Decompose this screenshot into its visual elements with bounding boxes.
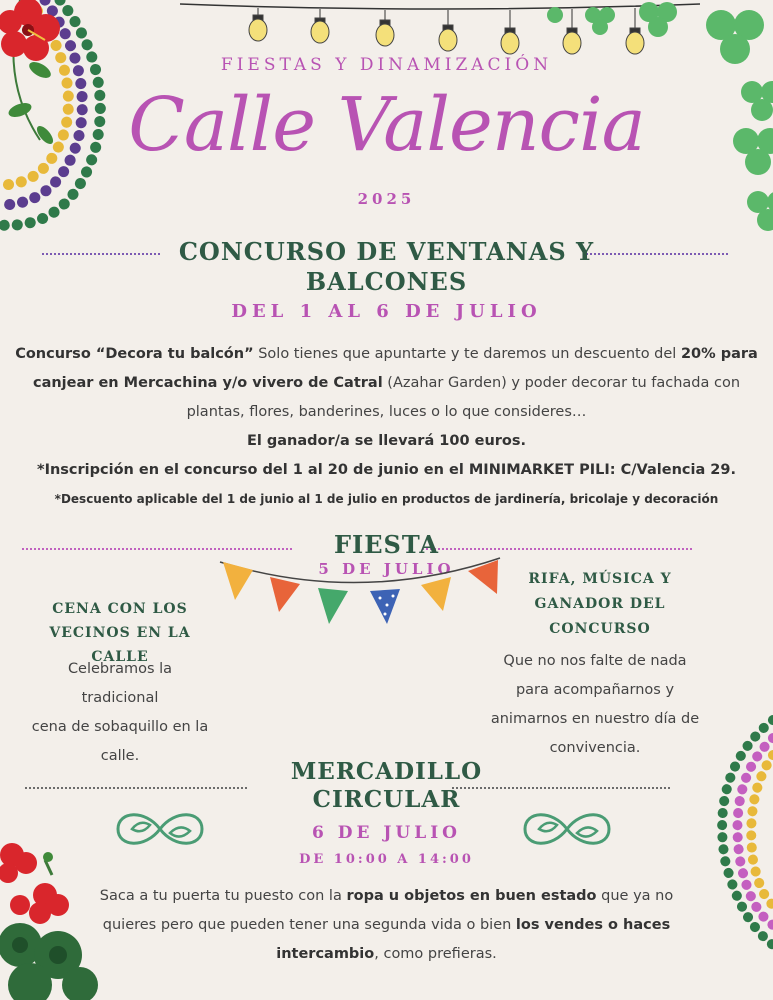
raffle-heading-line1: RIFA, MÚSICA Y — [528, 571, 672, 587]
market-date: 6 DE JULIO — [312, 823, 461, 843]
contest-heading-line1: CONCURSO DE VENTANAS Y — [178, 237, 595, 266]
raffle-line4: convivencia. — [549, 740, 641, 756]
market-heading-line2: CIRCULAR — [312, 786, 461, 813]
market-bold-2: los vendes o haces intercambio — [276, 917, 671, 962]
market-bold-1: ropa u objetos en buen estado — [346, 888, 597, 904]
raffle-line2: para acompañarnos y — [515, 682, 675, 698]
contest-description — [15, 340, 758, 485]
market-time: DE 10:00 A 14:00 — [299, 852, 474, 867]
bunting-flags-icon — [215, 550, 505, 630]
contest-discount: 20% para canjear en Mercachina y/o vivero de Catral — [32, 346, 758, 391]
raffle-description — [485, 647, 705, 763]
contest-heading-line2: BALCONES — [305, 267, 468, 296]
contest-footnote: *Descuento aplicable del 1 de junio al 1 de julio en productos de jardinería, bricolaje y decoración — [54, 492, 719, 506]
page-title: Calle Valencia — [128, 82, 645, 168]
contest-prize: El ganador/a se llevará 100 euros. — [246, 433, 527, 449]
contest-dates: DEL 1 AL 6 DE JULIO — [231, 301, 542, 322]
dinner-heading-line2: VECINOS EN LA CALLE — [49, 625, 191, 665]
dinner-description — [30, 655, 210, 771]
market-text-1: Saca a tu puerta tu puesto con la — [99, 888, 347, 904]
contest-text: Solo tienes que apuntarte y te daremos un descuento del — [253, 346, 681, 362]
dinner-line3: calle. — [100, 748, 140, 764]
raffle-line1: Que no nos falte de nada — [503, 653, 687, 669]
market-description — [90, 882, 683, 969]
market-text-2: que ya no quieres pero que pueden tener una segunda vida o bien — [102, 888, 674, 933]
contest-text-2: (Azahar Garden) y poder decorar tu fachada con plantas, flores, banderines, luces o lo que consideres… — [186, 375, 741, 420]
dinner-line1: Celebramos la tradicional — [67, 661, 173, 706]
market-heading-line1: MERCADILLO — [290, 758, 483, 785]
raffle-line3: animarnos en nuestro día de — [490, 711, 700, 727]
market-text-3: , como prefieras. — [374, 946, 497, 962]
dinner-line2: cena de sobaquillo en la — [31, 719, 209, 735]
raffle-heading-line2: GANADOR DEL — [534, 596, 666, 612]
contest-name: Concurso “Decora tu balcón” — [15, 346, 254, 362]
raffle-heading — [505, 567, 695, 642]
section-heading-fiesta: FIESTA — [333, 530, 440, 559]
fiesta-date: 5 DE JULIO — [318, 560, 455, 578]
raffle-heading-line3: CONCURSO — [549, 621, 651, 637]
section-heading-contest — [0, 237, 773, 297]
contest-registration: *Inscripción en el concurso del 1 al 20 de junio en el MINIMARKET PILI: C/Valencia 29. — [36, 462, 736, 478]
event-subtitle: FIESTAS Y DINAMIZACIÓN — [220, 55, 553, 75]
dinner-heading-line1: CENA CON LOS — [52, 601, 188, 617]
event-year: 2025 — [357, 190, 416, 208]
